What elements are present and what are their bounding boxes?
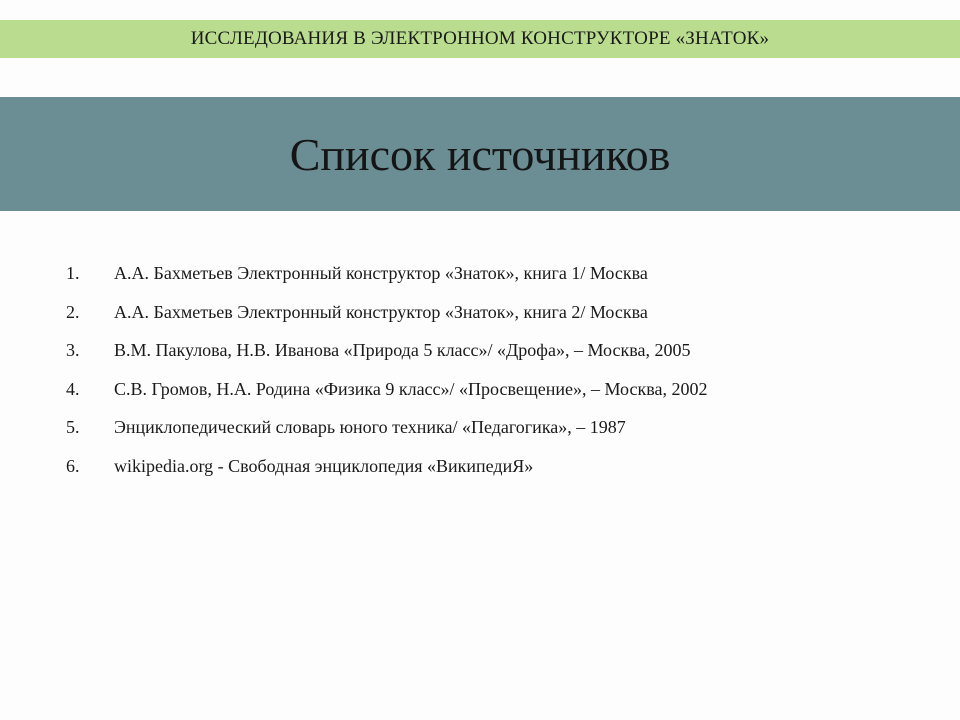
top-banner: [0, 20, 960, 58]
list-item-number: 6.: [66, 455, 80, 476]
list-item-number: 3.: [66, 340, 80, 360]
banner-text: ИССЛЕДОВАНИЯ В ЭЛЕКТРОННОМ КОНСТРУКТОРЕ «ЗНАТОК»: [190, 28, 770, 49]
list-item-number: 2.: [66, 301, 80, 322]
list-item: [0, 256, 960, 295]
list-item: [0, 449, 960, 488]
sources-list: [0, 256, 960, 487]
list-item: [0, 295, 960, 334]
list-item: [0, 372, 960, 411]
list-item-text: wikipedia.org - Свободная энциклопедия «ВикипедиЯ»: [114, 455, 534, 476]
list-item-number: 5.: [66, 417, 80, 437]
list-item-text: А.А. Бахметьев Электронный конструктор «Знаток», книга 1/ Москва: [114, 263, 648, 283]
list-item-text: В.М. Пакулова, Н.В. Иванова «Природа 5 класс»/ «Дрофа», – Москва, 2005: [114, 340, 691, 360]
page-title: Список источников: [289, 128, 671, 180]
list-item-number: 4.: [66, 378, 80, 399]
list-item-text: А.А. Бахметьев Электронный конструктор «Знаток», книга 2/ Москва: [114, 301, 648, 322]
list-item-text: С.В. Громов, Н.А. Родина «Физика 9 класс»/ «Просвещение», – Москва, 2002: [114, 378, 708, 399]
list-item: [0, 410, 960, 449]
list-item-text: Энциклопедический словарь юного техника/ «Педагогика», – 1987: [114, 417, 626, 437]
list-item-number: 1.: [66, 263, 80, 283]
title-band: [0, 97, 960, 211]
list-item: [0, 333, 960, 372]
